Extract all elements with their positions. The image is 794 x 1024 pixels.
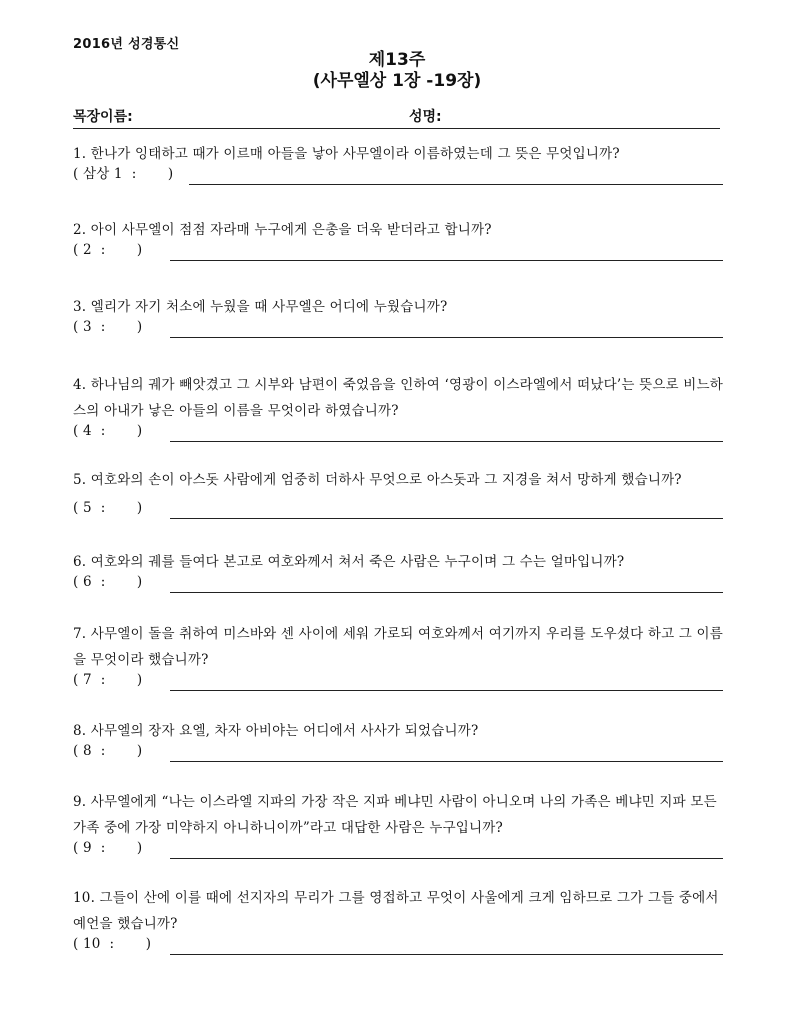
question-9 xyxy=(73,789,723,861)
answer-line[interactable] xyxy=(170,858,723,859)
reference-label: ( 삼상 1 : ) xyxy=(73,166,174,182)
question-5 xyxy=(73,467,723,521)
question-text: 6. 여호와의 궤를 들여다 본고로 여호와께서 쳐서 죽은 사람은 누구이며 그 수는 얼마입니까? xyxy=(73,554,625,570)
reference-label: ( 9 : ) xyxy=(73,840,143,856)
question-text: 7. 사무엘이 돌을 취하여 미스바와 센 사이에 세워 가로되 여호와께서 여기까지 우리를 도우셨다 하고 그 이름을 무엇이라 했습니까? xyxy=(73,626,724,668)
question-2 xyxy=(73,217,723,263)
answer-row xyxy=(73,501,723,521)
answer-row xyxy=(73,937,723,957)
answer-line[interactable] xyxy=(170,260,723,261)
answer-line[interactable] xyxy=(170,761,723,762)
answer-line[interactable] xyxy=(170,518,723,519)
question-10 xyxy=(73,885,723,957)
question-1 xyxy=(73,141,723,187)
answer-line[interactable] xyxy=(170,337,723,338)
question-text: 2. 아이 사무엘이 점점 자라매 누구에게 은총을 더욱 받더라고 합니까? xyxy=(73,222,492,238)
reference-label: ( 4 : ) xyxy=(73,423,143,439)
question-text: 5. 여호와의 손이 아스돗 사람에게 엄중히 더하사 무엇으로 아스돗과 그 지경을 쳐서 망하게 했습니까? xyxy=(73,472,682,488)
answer-row xyxy=(73,320,723,340)
answer-row xyxy=(73,167,723,187)
question-6 xyxy=(73,549,723,595)
header-label: 2016년 성경통신 xyxy=(73,37,180,52)
answer-row xyxy=(73,744,723,764)
reference-label: ( 10 : ) xyxy=(73,936,152,952)
question-8 xyxy=(73,718,723,764)
name-field-row xyxy=(73,108,720,129)
answer-line[interactable] xyxy=(170,592,723,593)
question-text: 8. 사무엘의 장자 요엘, 차자 아비야는 어디에서 사사가 되었습니까? xyxy=(73,723,479,739)
question-text: 10. 그들이 산에 이를 때에 선지자의 무리가 그를 영접하고 무엇이 사울에게 크게 임하므로 그가 그들 중에서 예언을 했습니까? xyxy=(73,890,719,932)
team-name-label: 목장이름: xyxy=(73,109,133,125)
question-text: 3. 엘리가 자기 처소에 누웠을 때 사무엘은 어디에 누웠습니까? xyxy=(73,299,448,315)
question-text: 1. 한나가 잉태하고 때가 이르매 아들을 낳아 사무엘이라 이름하였는데 그 뜻은 무엇입니까? xyxy=(73,146,620,162)
question-3 xyxy=(73,294,723,340)
question-4 xyxy=(73,372,723,444)
reference-label: ( 3 : ) xyxy=(73,319,143,335)
reference-label: ( 6 : ) xyxy=(73,574,143,590)
answer-row xyxy=(73,243,723,263)
question-7 xyxy=(73,621,723,693)
person-name-label: 성명: xyxy=(409,109,442,125)
reference-label: ( 2 : ) xyxy=(73,242,143,258)
answer-line[interactable] xyxy=(170,690,723,691)
reference-label: ( 8 : ) xyxy=(73,743,143,759)
question-text: 4. 하나님의 궤가 빼앗겼고 그 시부와 남편이 죽었음을 인하여 ‘영광이 이스라엘에서 떠났다’는 뜻으로 비느하스의 아내가 낳은 아들의 이름을 무엇이라 하였습니까? xyxy=(73,377,724,419)
answer-row xyxy=(73,575,723,595)
answer-line[interactable] xyxy=(170,954,723,955)
week-title: 제13주 xyxy=(368,50,426,70)
answer-line[interactable] xyxy=(189,184,723,185)
answer-line[interactable] xyxy=(170,441,723,442)
reference-label: ( 7 : ) xyxy=(73,672,143,688)
answer-row xyxy=(73,424,723,444)
title-block xyxy=(0,50,794,92)
question-text: 9. 사무엘에게 “나는 이스라엘 지파의 가장 작은 지파 베냐민 사람이 아니오며 나의 가족은 베냐민 지파 모든 가족 중에 가장 미약하지 아니하니이까”라고 대답한 사람은 누구입니까? xyxy=(73,794,717,836)
answer-row xyxy=(73,841,723,861)
chapter-range: (사무엘상 1장 -19장) xyxy=(312,71,482,91)
answer-row xyxy=(73,673,723,693)
reference-label: ( 5 : ) xyxy=(73,500,143,516)
